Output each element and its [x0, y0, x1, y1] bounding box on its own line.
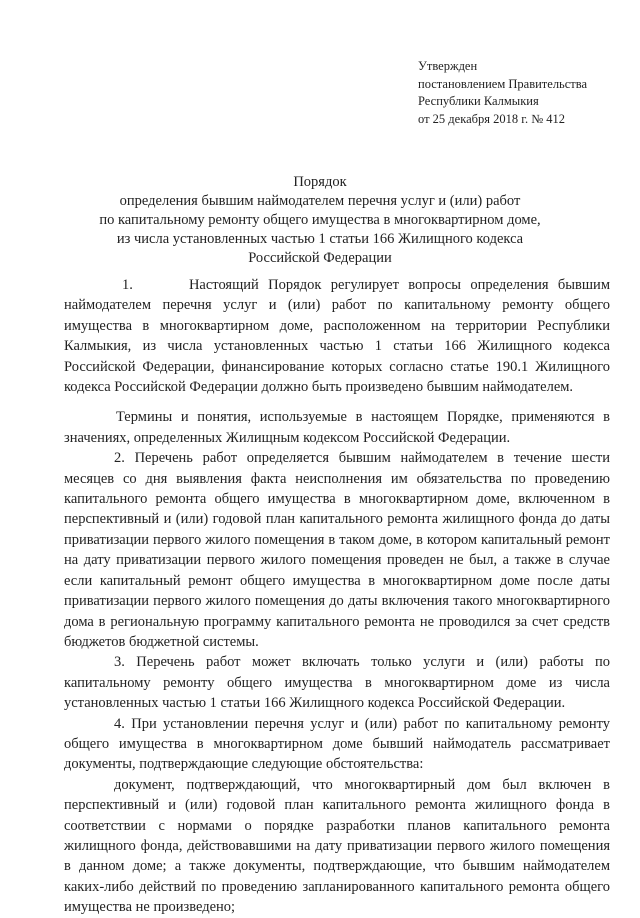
paragraph-1: 1. Настоящий Порядок регулирует вопросы определения бывшим наймодателем перечня услуг и (или) работ по капитальному ремонту общего имущества в многоквартирном доме, расположенном на территории Республики Калмыкия, из числа установленных частью 1 статьи 166 Жилищного кодекса Российской Федерации, финансирование которых согласно статье 190.1 Жилищного кодекса Российской Федерации должно быть произведено бывшим наймодателем. — [64, 277, 614, 396]
paragraph-terms: Термины и понятия, используемые в настоящем Порядке, применяются в значениях, определенных Жилищным кодексом Российской Федерации. — [64, 409, 610, 446]
approval-stamp — [418, 58, 628, 128]
document-title — [60, 173, 580, 268]
title-line-1: Порядок — [293, 174, 347, 190]
title-line-2: определения бывшим наймодателем перечня услуг и (или) работ — [119, 193, 521, 209]
title-line-3: по капитальному ремонту общего имущества в многоквартирном доме, — [99, 212, 541, 228]
document-body — [64, 275, 614, 918]
approval-line-1: Утвержден — [418, 59, 478, 73]
paragraph-3: 3. Перечень работ может включать только услуги и (или) работы по капитальному ремонту общего имущества в многоквартирном доме из числа установленных частью 1 статьи 166 Жилищного кодекса Российской Федерации. — [64, 654, 610, 712]
paragraph-document: документ, подтверждающий, что многоквартирный дом был включен в перспективный и (или) годовой план капитального ремонта жилищного фонда в соответствии с нормами о порядке разработки планов капитального ремонта жилищного фонда, действовавшими на дату приватизации первого жилого помещения в данном доме; а также документы, подтверждающие, что бывшим наймодателем каких-либо действий по проведению запланированного капитального ремонта общего имущества не произведено; — [64, 776, 610, 916]
paragraph-4: 4. При установлении перечня услуг и (или) работ по капитальному ремонту общего имущества в многоквартирном доме бывший наймодатель рассматривает документы, подтверждающие следующие обстоятельства: — [64, 715, 610, 773]
title-line-4: из числа установленных частью 1 статьи 166 Жилищного кодекса — [116, 231, 524, 247]
paragraph-2: 2. Перечень работ определяется бывшим наймодателем в течение шести месяцев со дня выявления факта неисполнения им обязательства по проведению капитального ремонта общего имущества в многоквартирном доме, включенном в перспективный и (или) годовой план капитального ремонта жилищного фонда до даты приватизации первого жилого помещения в таком доме, в котором капитальный ремонт на дату приватизации первого жилого помещения проведен не был, а также в случае если капитальный ремонт общего имущества в многоквартирном доме после даты приватизации первого жилого помещения до даты включения такого многоквартирного дома в региональную программу капитального ремонта не проводился за счет средств бюджетов бюджетной системы. — [64, 450, 610, 650]
approval-line-2: постановлением Правительства — [418, 76, 588, 91]
approval-line-4: от 25 декабря 2018 г. № 412 — [418, 111, 566, 126]
approval-line-3: Республики Калмыкия — [418, 94, 539, 108]
title-line-5: Российской Федерации — [248, 250, 392, 266]
